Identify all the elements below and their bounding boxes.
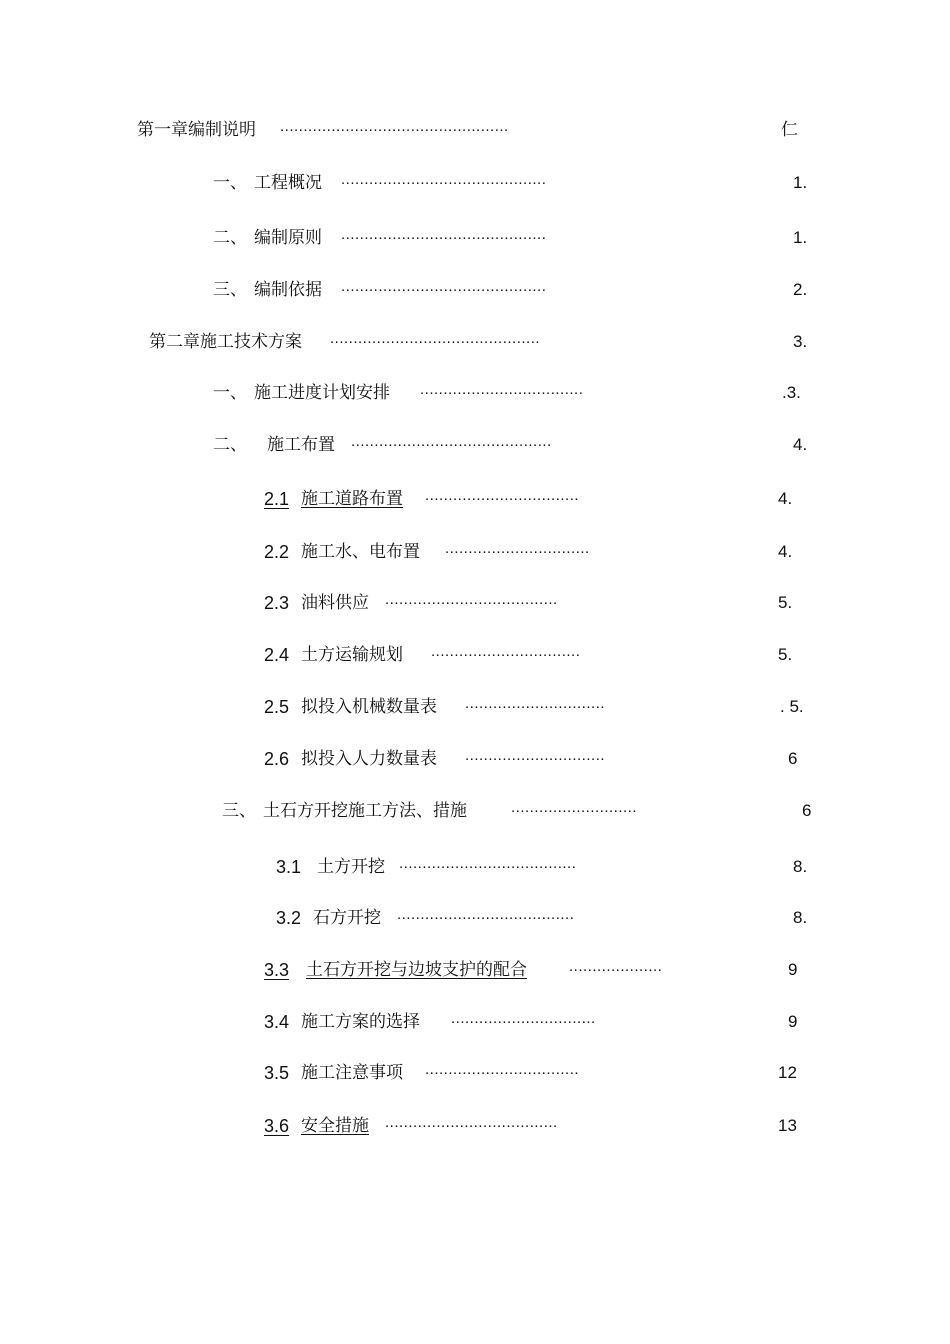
toc-entry-page-number: 6 xyxy=(802,801,812,820)
toc-entry-leader: ............................................. xyxy=(330,330,541,347)
toc-entry-page-number: 6 xyxy=(788,749,798,768)
toc-entry xyxy=(0,330,950,354)
toc-entry-leader: ........................... xyxy=(511,799,638,816)
toc-entry-page-number: 1. xyxy=(793,228,808,247)
toc-entry xyxy=(0,591,950,615)
toc-entry-leader: ...................................... xyxy=(399,855,577,872)
toc-entry-title: 土石方开挖与边坡支护的配合 xyxy=(306,960,527,980)
toc-entry-number: 三、 xyxy=(222,801,256,821)
toc-entry-leader: ................................ xyxy=(431,643,581,660)
toc-entry-title: 土方运输规划 xyxy=(301,645,403,665)
toc-entry-leader: .................... xyxy=(569,958,663,975)
toc-entry-page-number: 8. xyxy=(793,908,808,927)
toc-entry xyxy=(0,381,950,405)
toc-entry xyxy=(0,226,950,250)
toc-entry-title: 施工水、电布置 xyxy=(301,542,420,562)
toc-entry xyxy=(0,433,950,457)
toc-entry xyxy=(0,540,950,564)
toc-entry xyxy=(0,643,950,667)
toc-entry-number: 3.1 xyxy=(276,857,302,877)
toc-entry-page-number: 5. xyxy=(778,593,793,612)
toc-entry-title: 第一章编制说明 xyxy=(137,120,256,140)
toc-entry-number: 3.6 xyxy=(264,1116,290,1136)
toc-entry-number: 2.3 xyxy=(264,593,290,613)
toc-entry xyxy=(0,695,950,719)
toc-entry-leader: ............................................ xyxy=(341,278,547,295)
toc-entry-number: 2.2 xyxy=(264,542,290,562)
toc-entry xyxy=(0,799,950,823)
toc-entry-number: 3.4 xyxy=(264,1012,290,1032)
toc-entry-page-number: 3. xyxy=(793,332,808,351)
toc-entry-title: 施工进度计划安排 xyxy=(254,383,390,403)
toc-entry-title: 石方开挖 xyxy=(313,908,381,928)
toc-entry-page-number: 9 xyxy=(788,960,798,979)
toc-entry-leader: ................................... xyxy=(420,381,584,398)
toc-entry-title: 施工方案的选择 xyxy=(301,1012,420,1032)
toc-entry-page-number: 4. xyxy=(793,435,808,454)
toc-entry-leader: ........................................... xyxy=(351,433,552,450)
toc-entry-number: 2.1 xyxy=(264,489,290,509)
toc-entry-page-number: 2. xyxy=(793,280,808,299)
toc-entry xyxy=(0,487,950,511)
toc-entry-leader: ................................. xyxy=(425,1061,580,1078)
toc-entry xyxy=(0,278,950,302)
toc-entry-title: 拟投入机械数量表 xyxy=(301,697,437,717)
toc-entry-page-number: 5. xyxy=(778,645,793,664)
toc-entry-leader: ..................................... xyxy=(385,591,558,608)
toc-entry-number: 三、 xyxy=(213,280,247,300)
toc-entry-leader: ................................. xyxy=(425,487,580,504)
toc-entry-number: 3.3 xyxy=(264,960,290,980)
toc-entry-page-number: 4. xyxy=(778,542,793,561)
toc-entry xyxy=(0,171,950,195)
toc-entry xyxy=(0,118,950,142)
toc-entry-title: 施工道路布置 xyxy=(301,489,403,509)
toc-entry-number: 一、 xyxy=(213,383,247,403)
toc-entry-page-number: 13 xyxy=(778,1116,797,1135)
toc-entry-page-number: 8. xyxy=(793,857,808,876)
toc-entry-page-number: 12 xyxy=(778,1063,797,1082)
toc-entry-number: 3.2 xyxy=(276,908,302,928)
toc-entry-leader: .............................. xyxy=(465,695,606,712)
toc-entry-leader: ............................................ xyxy=(341,226,547,243)
toc-entry-title: 安全措施 xyxy=(301,1116,369,1136)
toc-entry xyxy=(0,1061,950,1085)
toc-entry xyxy=(0,958,950,982)
toc-entry-leader: ..................................... xyxy=(385,1114,558,1131)
toc-entry-number: 3.5 xyxy=(264,1063,290,1083)
toc-entry-page-number: 4. xyxy=(778,489,793,508)
toc-entry xyxy=(0,747,950,771)
toc-entry xyxy=(0,1010,950,1034)
toc-entry-leader: ............................... xyxy=(451,1010,596,1027)
toc-entry xyxy=(0,906,950,930)
toc-entry-number: 2.5 xyxy=(264,697,290,717)
toc-entry-number: 二、 xyxy=(213,435,247,455)
toc-entry xyxy=(0,855,950,879)
toc-entry-page-number: 仁 xyxy=(781,120,798,140)
toc-entry-title: 第二章施工技术方案 xyxy=(149,332,302,352)
toc-entry-title: 编制依据 xyxy=(254,280,322,300)
toc-entry-page-number: .3. xyxy=(782,383,801,402)
toc-entry-title: 土石方开挖施工方法、措施 xyxy=(263,801,467,821)
toc-entry-page-number: 9 xyxy=(788,1012,798,1031)
toc-entry-title: 编制原则 xyxy=(254,228,322,248)
toc-entry-title: 施工注意事项 xyxy=(301,1063,403,1083)
toc-entry-number: 2.6 xyxy=(264,749,290,769)
toc-entry-page-number: 1. xyxy=(793,173,808,192)
toc-entry-page-number: . 5. xyxy=(780,697,804,716)
toc-entry-number: 一、 xyxy=(213,173,247,193)
toc-entry-title: 油料供应 xyxy=(301,593,369,613)
toc-entry-title: 土方开挖 xyxy=(317,857,385,877)
toc-entry-leader: ...................................... xyxy=(397,906,575,923)
toc-entry-number: 2.4 xyxy=(264,645,290,665)
toc-entry xyxy=(0,1114,950,1138)
toc-entry-title: 工程概况 xyxy=(254,173,322,193)
toc-entry-title: 拟投入人力数量表 xyxy=(301,749,437,769)
toc-entry-leader: ................................................. xyxy=(280,118,509,135)
toc-entry-number: 二、 xyxy=(213,228,247,248)
toc-entry-leader: .............................. xyxy=(465,747,606,764)
toc-entry-leader: ............................................ xyxy=(341,171,547,188)
toc-entry-leader: ............................... xyxy=(445,540,590,557)
toc-entry-title: 施工布置 xyxy=(267,435,335,455)
